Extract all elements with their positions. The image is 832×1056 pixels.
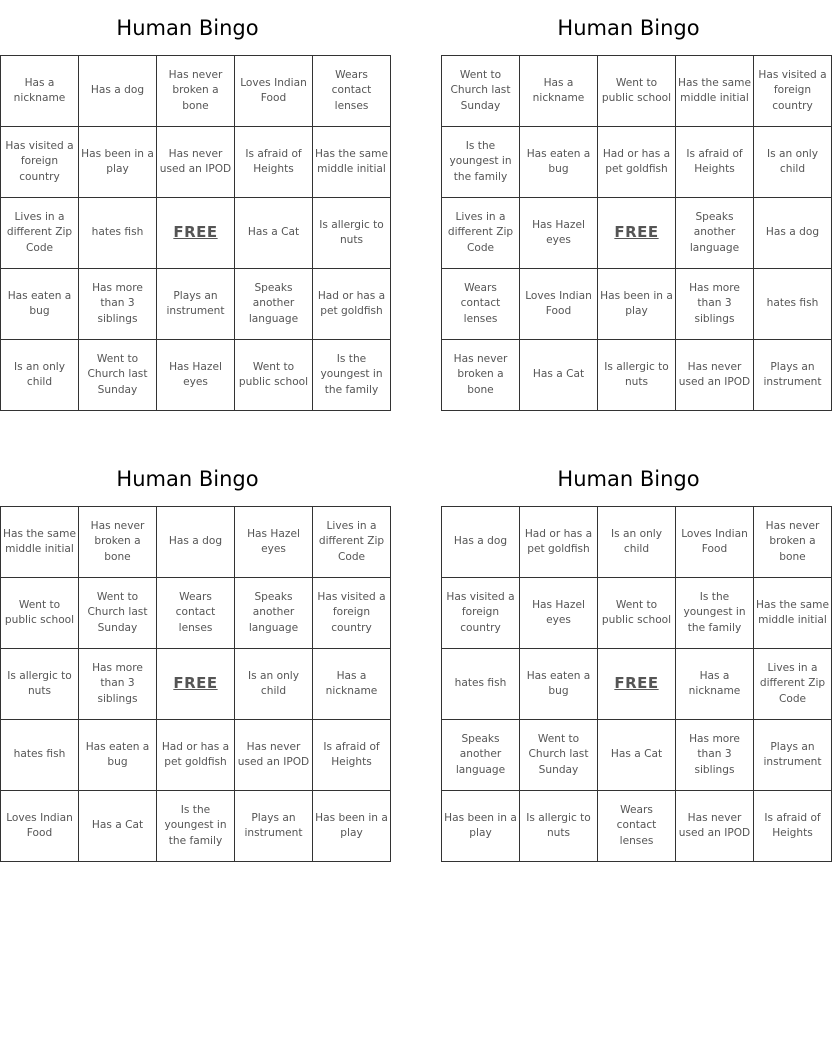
grid-row [442,791,832,862]
bingo-cell: hates fish [1,720,79,791]
bingo-card-1 [0,0,388,411]
bingo-cell: Has eaten a bug [520,649,598,720]
bingo-cell: Has a dog [754,198,832,269]
bingo-grid [0,506,391,862]
bingo-cell: Plays an instrument [754,340,832,411]
bingo-cell: Has more than 3 siblings [79,269,157,340]
bingo-cell: Is the youngest in the family [442,127,520,198]
bingo-grid [0,55,391,411]
bingo-cell: hates fish [754,269,832,340]
bingo-card-4 [441,451,829,862]
bingo-cell: Has never used an IPOD [676,791,754,862]
bingo-cell: Went to Church last Sunday [79,340,157,411]
bingo-cell: Lives in a different Zip Code [1,198,79,269]
bingo-cell: Went to public school [1,578,79,649]
bingo-cell: Has Hazel eyes [520,198,598,269]
bingo-cell: Has a Cat [520,340,598,411]
bingo-cell: Has never broken a bone [754,507,832,578]
bingo-cell: Has a nickname [1,56,79,127]
bingo-cell: Is afraid of Heights [676,127,754,198]
bingo-cell: Has never broken a bone [79,507,157,578]
grid-row [442,340,832,411]
bingo-cell: Has a dog [79,56,157,127]
bingo-cell: Had or has a pet goldfish [313,269,391,340]
bingo-cell: Has eaten a bug [79,720,157,791]
grid-row [1,198,391,269]
bingo-cell: Has never broken a bone [442,340,520,411]
bingo-cell: Has a nickname [520,56,598,127]
bingo-grid [441,506,832,862]
bingo-cell: hates fish [79,198,157,269]
grid-row [1,578,391,649]
bingo-cell: Wears contact lenses [598,791,676,862]
bingo-card-3 [0,451,388,862]
grid-row [442,507,832,578]
grid-row [442,720,832,791]
free-space: FREE [598,198,676,269]
bingo-cell: Has never used an IPOD [676,340,754,411]
bingo-cell: Has eaten a bug [520,127,598,198]
bingo-cell: Went to public school [235,340,313,411]
bingo-cell: Has never used an IPOD [157,127,235,198]
grid-row [442,198,832,269]
bingo-cell: Has more than 3 siblings [676,269,754,340]
bingo-cell: Has visited a foreign country [754,56,832,127]
bingo-cell: Has visited a foreign country [442,578,520,649]
grid-row [1,340,391,411]
grid-row [1,791,391,862]
grid-row [442,127,832,198]
bingo-cell: Has the same middle initial [754,578,832,649]
card-title: Human Bingo [116,467,259,491]
bingo-cell: Speaks another language [235,578,313,649]
bingo-cell: Plays an instrument [235,791,313,862]
bingo-cell: hates fish [442,649,520,720]
bingo-cell: Has a Cat [598,720,676,791]
bingo-cell: Has more than 3 siblings [676,720,754,791]
bingo-cell: Lives in a different Zip Code [442,198,520,269]
bingo-cell: Is afraid of Heights [235,127,313,198]
bingo-cell: Had or has a pet goldfish [598,127,676,198]
bingo-cell: Plays an instrument [754,720,832,791]
bingo-cell: Has the same middle initial [313,127,391,198]
bingo-cell: Is an only child [754,127,832,198]
bingo-cell: Is the youngest in the family [157,791,235,862]
bingo-cell: Has more than 3 siblings [79,649,157,720]
free-space: FREE [157,198,235,269]
bingo-cell: Is allergic to nuts [313,198,391,269]
bingo-cell: Has been in a play [598,269,676,340]
bingo-cell: Has Hazel eyes [520,578,598,649]
bingo-cell: Has been in a play [313,791,391,862]
grid-row [1,649,391,720]
bingo-cell: Is allergic to nuts [1,649,79,720]
bingo-cell: Is afraid of Heights [754,791,832,862]
bingo-cell: Wears contact lenses [313,56,391,127]
free-space: FREE [598,649,676,720]
bingo-cell: Is allergic to nuts [598,340,676,411]
bingo-cell: Has a nickname [676,649,754,720]
bingo-cell: Has eaten a bug [1,269,79,340]
bingo-cell: Is allergic to nuts [520,791,598,862]
bingo-cell: Has visited a foreign country [1,127,79,198]
bingo-cell: Went to Church last Sunday [520,720,598,791]
bingo-cell: Has visited a foreign country [313,578,391,649]
bingo-card-2 [441,0,827,411]
bingo-cell: Has been in a play [79,127,157,198]
bingo-cell: Is afraid of Heights [313,720,391,791]
bingo-cell: Has a dog [442,507,520,578]
bingo-cell: Lives in a different Zip Code [313,507,391,578]
bingo-cell: Went to public school [598,56,676,127]
bingo-cell: Had or has a pet goldfish [157,720,235,791]
grid-row [1,507,391,578]
bingo-cell: Is the youngest in the family [313,340,391,411]
bingo-cell: Speaks another language [235,269,313,340]
bingo-cell: Wears contact lenses [157,578,235,649]
bingo-cell: Speaks another language [442,720,520,791]
bingo-cell: Wears contact lenses [442,269,520,340]
bingo-cell: Has a dog [157,507,235,578]
bingo-cell: Lives in a different Zip Code [754,649,832,720]
bingo-cell: Has a Cat [79,791,157,862]
grid-row [1,56,391,127]
bingo-cell: Went to public school [598,578,676,649]
bingo-cell: Had or has a pet goldfish [520,507,598,578]
grid-row [1,127,391,198]
bingo-cell: Has the same middle initial [676,56,754,127]
grid-row [442,649,832,720]
bingo-cell: Plays an instrument [157,269,235,340]
bingo-grid [441,55,832,411]
grid-row [442,56,832,127]
bingo-cell: Speaks another language [676,198,754,269]
bingo-cell: Has Hazel eyes [235,507,313,578]
bingo-cell: Is the youngest in the family [676,578,754,649]
bingo-cell: Is an only child [235,649,313,720]
bingo-cell: Went to Church last Sunday [442,56,520,127]
free-space: FREE [157,649,235,720]
bingo-cell: Has been in a play [442,791,520,862]
bingo-cell: Is an only child [1,340,79,411]
bingo-cell: Has never used an IPOD [235,720,313,791]
bingo-cell: Went to Church last Sunday [79,578,157,649]
bingo-cell: Has a nickname [313,649,391,720]
grid-row [1,269,391,340]
bingo-cell: Loves Indian Food [235,56,313,127]
card-title: Human Bingo [116,16,259,40]
card-title: Human Bingo [557,467,700,491]
card-title: Human Bingo [557,16,700,40]
grid-row [1,720,391,791]
bingo-cell: Loves Indian Food [520,269,598,340]
bingo-cell: Is an only child [598,507,676,578]
bingo-cell: Has Hazel eyes [157,340,235,411]
grid-row [442,269,832,340]
bingo-cell: Loves Indian Food [676,507,754,578]
bingo-cell: Has the same middle initial [1,507,79,578]
bingo-cell: Has a Cat [235,198,313,269]
grid-row [442,578,832,649]
bingo-cell: Loves Indian Food [1,791,79,862]
bingo-cell: Has never broken a bone [157,56,235,127]
